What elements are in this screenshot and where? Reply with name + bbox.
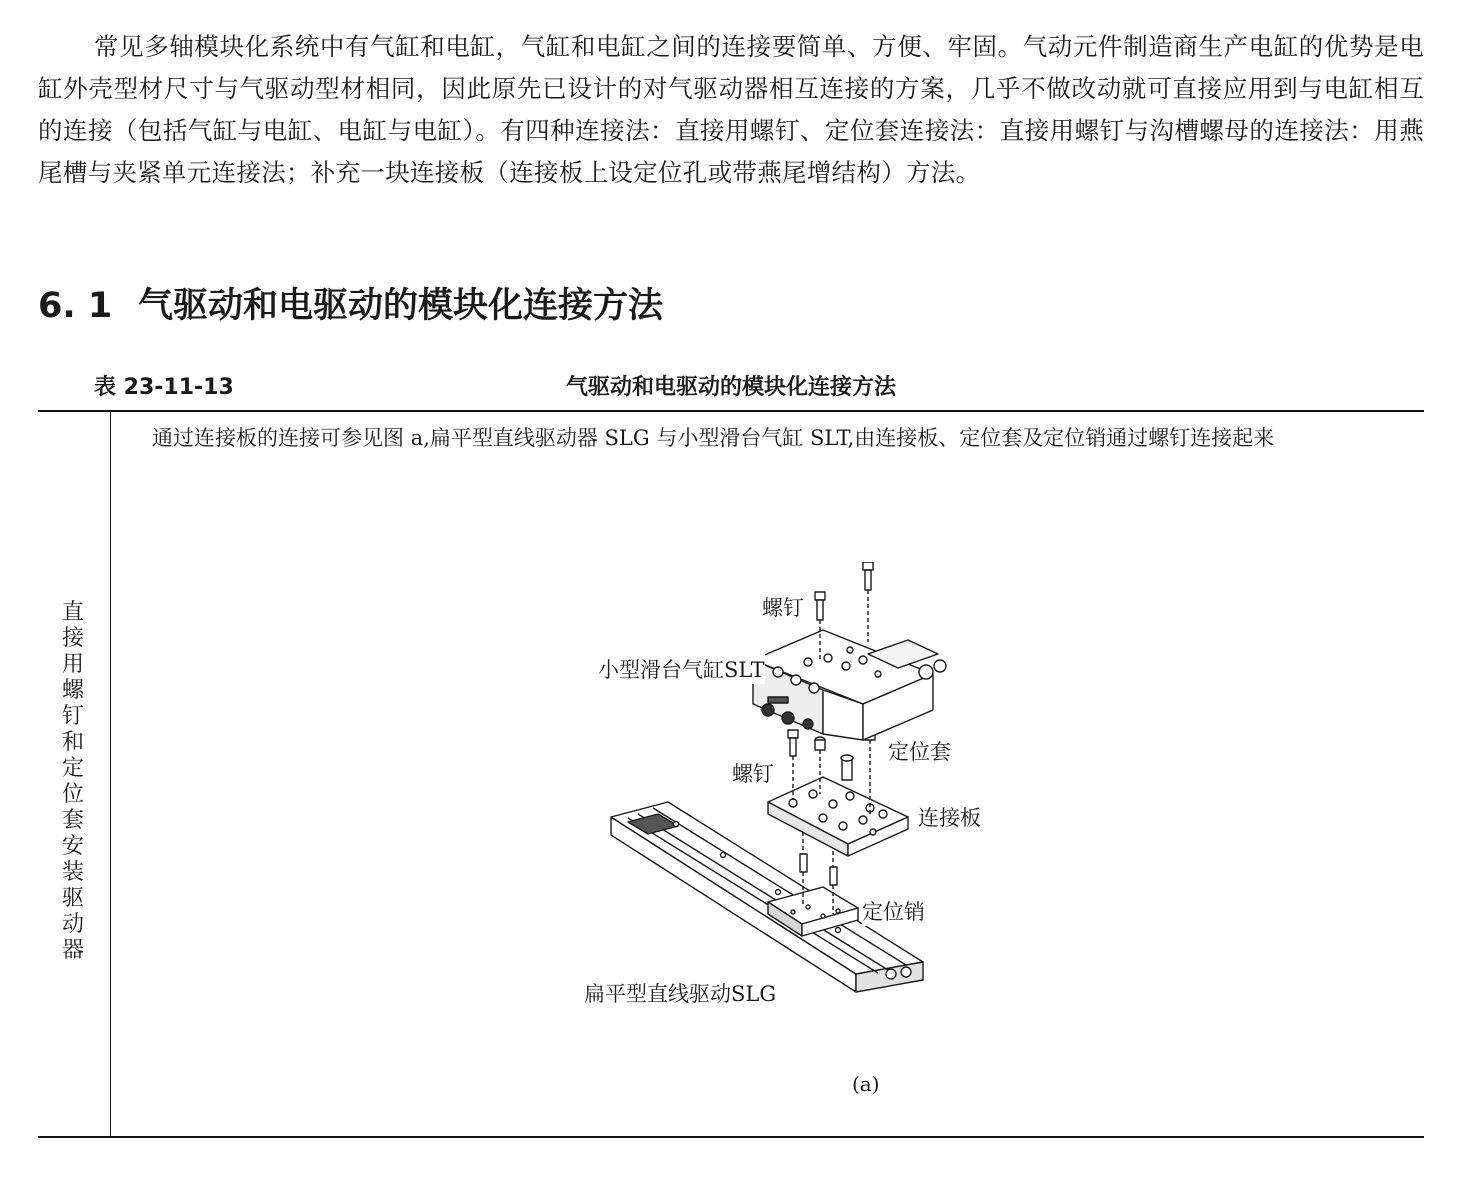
label-slt: 小型滑台气缸SLT [598,654,765,684]
figure-caption: (a) [852,1072,880,1096]
row-label: 直接用螺钉和定位套安装驱动器 [61,600,84,963]
intro-paragraph: 常见多轴模块化系统中有气缸和电缸，气缸和电缸之间的连接要简单、方便、牢固。气动元件制造商生产电缸的优势是电缸外壳型材尺寸与气驱动型材相同，因此原先已设计的对气驱动器相互连接的方案，几乎不做改动就可直接应用到与电缸相互的连接（包括气缸与电缸、电缸与电缸）。有四种连接法：直接用螺钉、定位套连接法：直接用螺钉与沟槽螺母的连接法：用燕尾槽与夹紧单元连接法；补充一块连接板（连接板上设定位孔或带燕尾增结构）方法。 [38,32,1424,187]
label-screw-mid: 螺钉 [732,758,774,788]
label-pin: 定位销 [862,896,925,926]
slt-cylinder-drawing [753,630,946,740]
row-description: 通过连接板的连接可参见图 a,扁平型直线驱动器 SLG 与小型滑台气缸 SLT,由连接板、定位套及定位销通过螺钉连接起来 [152,426,1275,450]
table-header [38,366,1424,406]
table-number: 表 23-11-13 [94,375,234,400]
assembly-drawing [478,562,1038,1102]
section-number: 6. 1 [38,286,113,326]
figure-a [478,562,1038,1102]
table [38,410,1424,1138]
section-heading [38,278,663,328]
label-sleeve: 定位套 [888,736,951,766]
section-title: 气驱动和电驱动的模块化连接方法 [138,286,664,326]
label-slg: 扁平型直线驱动SLG [584,978,776,1008]
label-screw-top: 螺钉 [762,592,804,622]
table-title: 气驱动和电驱动的模块化连接方法 [565,375,896,400]
label-plate: 连接板 [918,802,981,832]
row-label-cell [38,412,111,1136]
connecting-plate-drawing [768,755,908,856]
